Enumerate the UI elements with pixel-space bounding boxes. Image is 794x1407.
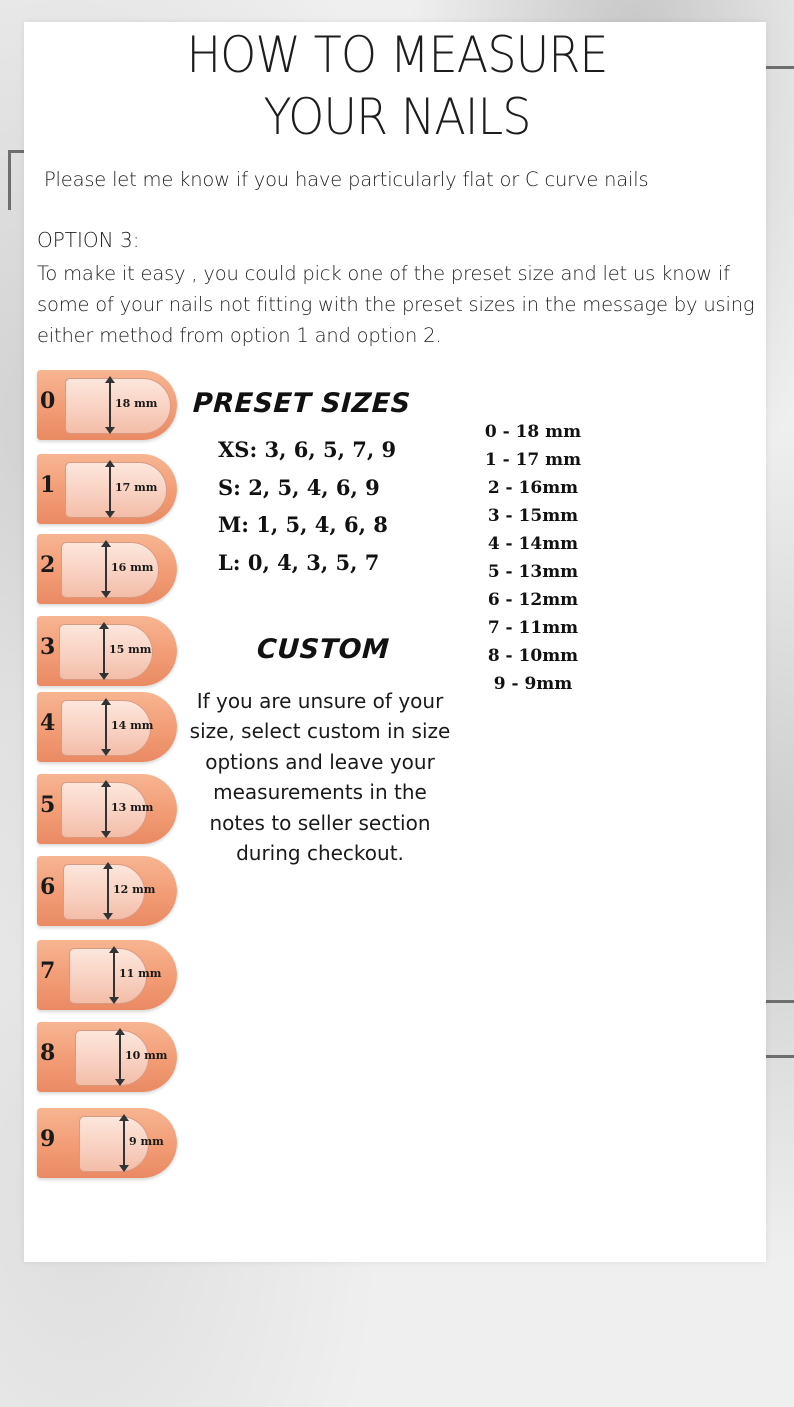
nail-width-label: 18 mm bbox=[115, 397, 158, 410]
nail-width-label: 12 mm bbox=[113, 883, 156, 896]
frame-line-top-left bbox=[8, 150, 24, 153]
nail-chart-row bbox=[37, 616, 177, 686]
nail-chart-row bbox=[37, 454, 177, 524]
nail-size-number: 2 bbox=[40, 552, 56, 578]
size-mm-item: 5 - 13mm bbox=[487, 562, 579, 582]
measure-arrow-icon bbox=[109, 378, 111, 432]
nail-chart-row bbox=[37, 940, 177, 1010]
measure-arrow-icon bbox=[103, 624, 105, 678]
custom-heading: CUSTOM bbox=[256, 634, 391, 665]
preset-size-s: S: 2, 5, 4, 6, 9 bbox=[218, 474, 380, 500]
nail-size-number: 1 bbox=[40, 472, 56, 498]
preset-size-l: L: 0, 4, 3, 5, 7 bbox=[218, 549, 380, 575]
size-mm-item: 1 - 17 mm bbox=[484, 450, 582, 470]
measure-arrow-icon bbox=[123, 1116, 125, 1170]
measure-arrow-icon bbox=[119, 1030, 121, 1084]
page-title-line1: HOW TO MEASURE bbox=[186, 26, 608, 84]
nail-width-label: 14 mm bbox=[111, 719, 154, 732]
nail-size-number: 3 bbox=[40, 634, 56, 660]
nail-chart-row bbox=[37, 1022, 177, 1092]
measure-arrow-icon bbox=[105, 782, 107, 836]
frame-line-right-lower2 bbox=[766, 1055, 794, 1058]
measure-arrow-icon bbox=[105, 700, 107, 754]
preset-sizes-heading: PRESET SIZES bbox=[192, 388, 412, 419]
nail-size-number: 4 bbox=[40, 710, 56, 736]
size-mm-item: 0 - 18 mm bbox=[484, 422, 582, 442]
nail-chart-row bbox=[37, 774, 177, 844]
frame-line-right bbox=[766, 66, 794, 69]
nail-size-number: 0 bbox=[40, 388, 56, 414]
nail-width-label: 13 mm bbox=[111, 801, 154, 814]
size-mm-list bbox=[478, 420, 588, 700]
nail-chart-row bbox=[37, 534, 177, 604]
frame-line-right-lower bbox=[766, 1000, 794, 1003]
size-mm-item: 9 - 9mm bbox=[493, 674, 573, 694]
measure-arrow-icon bbox=[113, 948, 115, 1002]
nail-width-label: 15 mm bbox=[109, 643, 152, 656]
size-mm-item: 7 - 11mm bbox=[487, 618, 579, 638]
nail-width-label: 17 mm bbox=[115, 481, 158, 494]
preset-size-xs: XS: 3, 6, 5, 7, 9 bbox=[218, 437, 397, 462]
nail-width-label: 16 mm bbox=[111, 561, 154, 574]
measure-arrow-icon bbox=[107, 864, 109, 918]
nail-chart-row bbox=[37, 1108, 177, 1178]
nail-size-number: 9 bbox=[40, 1126, 56, 1152]
frame-line-left bbox=[8, 150, 11, 210]
preset-sizes-list bbox=[218, 437, 396, 587]
size-mm-item: 8 - 10mm bbox=[487, 646, 579, 666]
nail-size-number: 6 bbox=[40, 874, 56, 900]
option-description: To make it easy , you could pick one of the preset size and let us know if some of your nails not fitting with the preset sizes in the message by using either method from option 1 and option 2. bbox=[37, 262, 755, 347]
page-title-line2: YOUR NAILS bbox=[263, 88, 531, 146]
nail-width-label: 9 mm bbox=[129, 1135, 164, 1148]
size-mm-item: 2 - 16mm bbox=[487, 478, 579, 498]
preset-size-m: M: 1, 5, 4, 6, 8 bbox=[218, 512, 388, 537]
curve-note: Please let me know if you have particularly flat or C curve nails bbox=[44, 168, 649, 191]
nail-size-number: 7 bbox=[40, 958, 56, 984]
nail-size-number: 8 bbox=[40, 1040, 56, 1066]
size-mm-item: 3 - 15mm bbox=[487, 506, 579, 526]
measure-arrow-icon bbox=[109, 462, 111, 516]
nail-chart-row bbox=[37, 856, 177, 926]
nail-chart-row bbox=[37, 370, 177, 440]
nail-width-label: 11 mm bbox=[119, 967, 162, 980]
option-label: OPTION 3: bbox=[37, 228, 140, 252]
measure-arrow-icon bbox=[105, 542, 107, 596]
nail-width-label: 10 mm bbox=[125, 1049, 168, 1062]
custom-description: If you are unsure of your size, select custom in size options and leave your measurements in the notes to seller section during checkout. bbox=[189, 689, 451, 866]
size-mm-item: 6 - 12mm bbox=[487, 590, 579, 610]
size-mm-item: 4 - 14mm bbox=[487, 534, 579, 554]
nail-size-number: 5 bbox=[40, 792, 56, 818]
nail-chart-row bbox=[37, 692, 177, 762]
